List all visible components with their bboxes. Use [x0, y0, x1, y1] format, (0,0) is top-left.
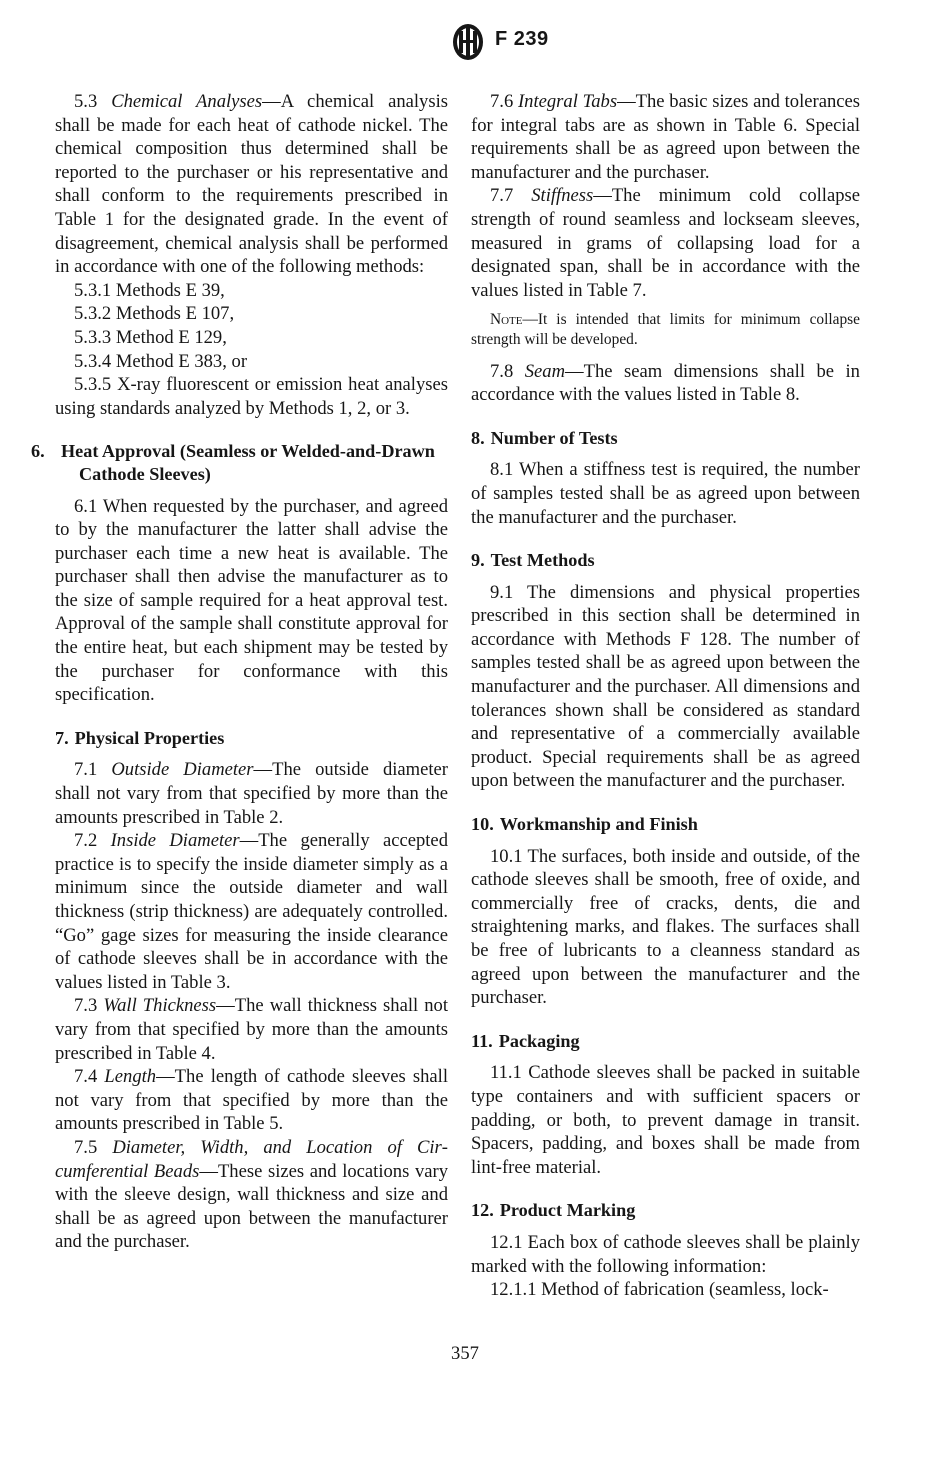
- paragraph-7-3: 7.3 Wall Thickness—The wall thickness shall not vary from that specified by more than the amounts prescribed in Table 4.: [55, 995, 449, 1064]
- page-header: [0, 18, 950, 62]
- paragraph-6-1: 6.1 When requested by the purchaser, and agreed to by the manufacturer the latter shall advise the purchaser each time a new heat is available. The purchaser shall then advise the manufacturer as to the size of sample required for a heat approval test. Approval of the sample shall constitute approval for the entire heat, but each shipment may be tested by the purchaser for conformance with this specification.: [55, 495, 448, 706]
- page-number: 357: [451, 1343, 479, 1364]
- standard-designation: F 239: [495, 28, 549, 50]
- section-heading-10: 10. Workmanship and Finish: [471, 814, 698, 835]
- method-item: 5.3.4 Method E 383, or: [74, 350, 248, 372]
- paragraph-7-5: 7.5 Diameter, Width, and Location of Circumferential Beads—These sizes and locations vary with the sleeve design, wall thickness and size and shall be as agreed upon between the manufacturer and the purchaser.: [55, 1136, 448, 1253]
- paragraph-7-7: 7.7 Stiffness—The minimum cold collapse strength of round seamless and lockseam sleeves, measured in grams of collapsing load for a designated span, shall be in accordance with the values listed in Table 7.: [471, 185, 860, 301]
- method-item: 5.3.1 Methods E 39,: [74, 279, 225, 301]
- section-heading-9: 9. Test Methods: [471, 550, 595, 571]
- paragraph-7-1: 7.1 Outside Diameter—The outside diameter shall not vary from that specified by more than the amounts prescribed in Table 2.: [55, 759, 448, 828]
- section-heading-11: 11. Packaging: [471, 1030, 580, 1051]
- paragraph-11-1: 11.1 Cathode sleeves shall be packed in suitable type containers and with sufficient spacers or padding, or both, to prevent damage in transit. Spacers, padding, and boxes shall be made from lint-free material.: [471, 1062, 860, 1178]
- section-heading-8: 8. Number of Tests: [471, 427, 618, 448]
- section-heading-12: 12. Product Marking: [471, 1200, 636, 1221]
- note: Note—It is intended that limits for minimum collapse strength will be developed.: [471, 311, 860, 348]
- paragraph-12-1: 12.1 Each box of cathode sleeves shall be plainly marked with the following information:: [471, 1231, 860, 1277]
- left-column: [31, 90, 449, 1254]
- method-item: 5.3.3 Method E 129,: [74, 326, 227, 348]
- astm-logo-icon: [448, 22, 488, 62]
- paragraph-10-1: 10.1 The surfaces, both inside and outside, of the cathode sleeves shall be smooth, free of oxide, and commercially free of cracks, dents, die and straightening marks, and flakes. The surfaces shall be free of lubricants to a cleanness standard as agreed upon between the manufacturer and the purchaser.: [471, 845, 860, 1009]
- paragraph-7-2: 7.2 Inside Diameter—The generally accepted practice is to specify the inside diameter simply as a minimum since the outside diameter and wall thickness (strip thickness) are adequately controlled. “Go” gage sizes for measuring the inside clearance of cathode sleeves shall be in accordance with the values listed in Table 3.: [55, 830, 448, 993]
- paragraph-9-1: 9.1 The dimensions and physical properties prescribed in this section shall be determined in accordance with Methods F 128. The number of samples tested shall be as agreed upon between the manufacturer and the purchaser. All dimensions and tolerances shown shall be considered as standard and representative of a commercially available product. Special requirements shall be as agreed upon between the manufacturer and the purchaser.: [471, 581, 860, 792]
- page-footer: [0, 1343, 950, 1365]
- paragraph-5-3: 5.3 Chemical Analyses—A chemical analysis shall be made for each heat of cathode nickel. The chemical composition thus determined shall be reported to the purchaser or his representative and shall conform to the requirements prescribed in Table 1 for the designated grade. In the event of disagreement, chemical analysis shall be performed in accordance with one of the following methods:: [55, 91, 448, 278]
- section-heading-6: 6. Heat Approval (Seamless or Welded-and-Drawn Cathode Sleeves): [31, 441, 435, 484]
- method-item: 5.3.5 X-ray fluorescent or emission heat analyses using standards analyzed by Methods 1, 2, or 3.: [55, 374, 448, 419]
- section-heading-7: 7. Physical Properties: [55, 727, 225, 748]
- method-item: 5.3.2 Methods E 107,: [74, 303, 235, 325]
- paragraph-8-1: 8.1 When a stiffness test is required, the number of samples tested shall be as agreed upon between the manufacturer and the purchaser.: [471, 459, 860, 528]
- paragraph-12-1-1: 12.1.1 Method of fabrication (seamless, lock-: [490, 1279, 829, 1301]
- paragraph-7-8: 7.8 Seam—The seam dimensions shall be in accordance with the values listed in Table 8.: [471, 360, 860, 406]
- paragraph-7-6: 7.6 Integral Tabs—The basic sizes and tolerances for integral tabs are as shown in Table 6. Special requirements shall be as agreed upon between the manufacturer and the purchaser.: [471, 91, 860, 183]
- right-column: [471, 90, 860, 1302]
- paragraph-7-4: 7.4 Length—The length of cathode sleeves shall not vary from that specified by more than the amounts prescribed in Table 5.: [55, 1066, 448, 1135]
